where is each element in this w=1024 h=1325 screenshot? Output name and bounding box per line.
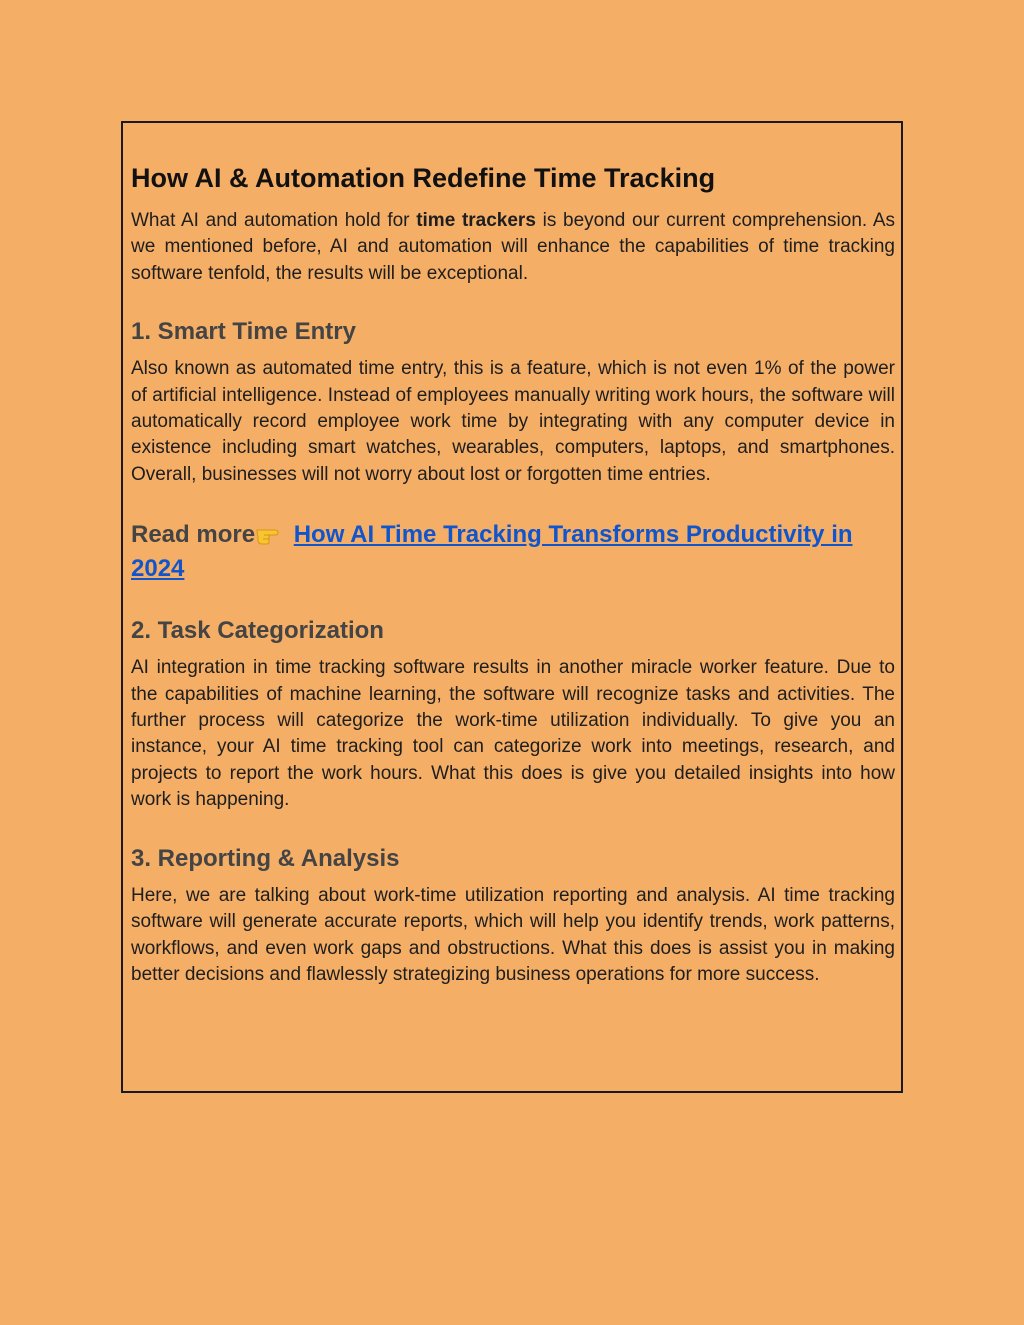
intro-bold-term: time trackers [416,210,536,231]
article-title: How AI & Automation Redefine Time Tracking [131,163,716,193]
section-body-task-categorization: AI integration in time tracking software results in another miracle worker feature. Due to the capabilities of machine learning, the software will recognize tasks and activities. The further process will categorize the work-time utilization individually. To give you an instance, your AI time tracking tool can categorize work into meetings, research, and projects to report the work hours. What this does is give you detailed insights into how work is happening. [131,657,895,811]
read-more [131,518,895,586]
intro-text-end: is beyond our current comprehension. As we mentioned before, AI and automation will enhance the capabilities of time tracking software tenfold, the results will be exceptional. [131,210,896,284]
read-more-link[interactable]: How AI Time Tracking Transforms Productivity in 2024 [131,521,853,583]
intro-paragraph [131,208,895,287]
section-heading-task-categorization: 2. Task Categorization [131,617,384,645]
article [131,160,895,988]
pointing-hand-icon [255,521,287,545]
intro-text-start: What AI and automation hold for [131,210,417,231]
read-more-label: Read more [131,521,256,549]
section-heading-reporting-analysis: 3. Reporting & Analysis [131,844,400,872]
section-body-reporting-analysis: Here, we are talking about work-time utilization reporting and analysis. AI time tracking software will generate accurate reports, which will help you identify trends, work patterns, workflows, and even work gaps and obstructions. What this does is assist you in making better decisions and flawlessly strategizing business operations for more success. [131,884,895,985]
section-heading-smart-time-entry: 1. Smart Time Entry [131,318,356,346]
section-body-smart-time-entry: Also known as automated time entry, this is a feature, which is not even 1% of the power of artificial intelligence. Instead of employees manually writing work hours, the software will automatically record employee work time by integrating with any computer device in existence including smart watches, wearables, computers, laptops, and smartphones. Overall, businesses will not worry about lost or forgotten time entries. [131,358,895,485]
